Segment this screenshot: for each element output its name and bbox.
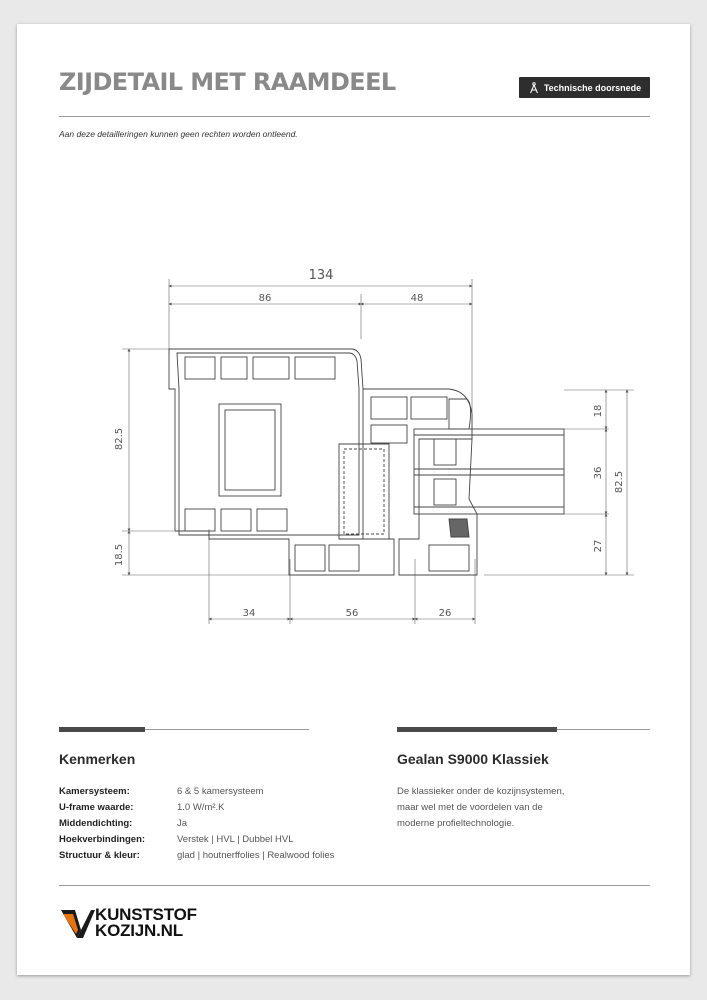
- dimension-lines: [122, 279, 634, 624]
- spacer: [434, 479, 456, 505]
- dim-left-width: 86: [258, 293, 272, 304]
- description-line: maar wel met de voordelen van de: [397, 802, 543, 813]
- product-heading: Gealan S9000 Klassiek: [397, 751, 549, 767]
- spec-row: [59, 832, 334, 848]
- specs-table: [59, 784, 334, 864]
- dim-total-width: 134: [308, 268, 334, 283]
- chamber: [221, 357, 247, 379]
- chamber: [371, 425, 407, 443]
- document-page: [17, 24, 690, 975]
- logo-text-line1: KUNSTSTOF: [95, 905, 197, 924]
- spec-value: glad | houtnerffolies | Realwood folies: [177, 850, 335, 861]
- dim-right-3: 27: [593, 539, 604, 553]
- technical-section-badge: [519, 77, 650, 98]
- spec-row: [59, 784, 334, 800]
- reinforcement: [339, 444, 389, 539]
- dim-bottom-3: 26: [438, 608, 452, 619]
- spec-value: Verstek | HVL | Dubbel HVL: [177, 834, 294, 845]
- chamber: [185, 509, 215, 531]
- dim-left-height: 82.5: [114, 427, 125, 451]
- spec-value: 6 & 5 kamersysteem: [177, 786, 264, 797]
- chamber: [225, 410, 275, 490]
- dim-right-total: 82.5: [614, 470, 625, 494]
- dim-left-bottom: 18.5: [114, 543, 125, 567]
- section-divider-accent: [397, 727, 557, 732]
- chamber: [295, 357, 335, 379]
- spec-row: [59, 816, 334, 832]
- technical-drawing: [89, 239, 649, 624]
- disclaimer: Aan deze detailleringen kunnen geen rechten worden ontleend.: [59, 129, 298, 139]
- badge-label: Technische doorsnede: [543, 82, 642, 93]
- brand-logo: [61, 904, 221, 940]
- chamber: [371, 397, 407, 419]
- chamber: [253, 357, 289, 379]
- chamber: [429, 545, 469, 571]
- spec-row: [59, 848, 334, 864]
- spacer: [434, 439, 456, 465]
- chamber: [185, 357, 215, 379]
- reinforcement: [344, 449, 384, 534]
- chamber: [329, 545, 359, 571]
- spec-label: U-frame waarde:: [59, 802, 134, 813]
- spec-label: Middendichting:: [59, 818, 133, 829]
- spec-value: Ja: [177, 818, 188, 829]
- sash-outer: [363, 389, 477, 575]
- header-divider: [59, 116, 650, 117]
- section-divider-accent: [59, 727, 145, 732]
- logo-text-line2: KOZIJN.NL: [95, 921, 183, 940]
- chamber: [219, 404, 281, 496]
- dim-right-2: 36: [593, 466, 604, 480]
- page-title: ZIJDETAIL MET RAAMDEEL: [59, 68, 396, 96]
- dim-bottom-1: 34: [242, 608, 256, 619]
- dim-bottom-2: 56: [345, 608, 359, 619]
- kenmerken-heading: Kenmerken: [59, 751, 136, 767]
- spec-value: 1.0 W/m².K: [177, 802, 225, 813]
- spec-label: Structuur & kleur:: [59, 850, 140, 861]
- chamber: [221, 509, 251, 531]
- description-line: De klassieker onder de kozijnsystemen,: [397, 786, 565, 797]
- frame-outer: [169, 349, 394, 575]
- chamber: [257, 509, 287, 531]
- frame-inner: [177, 353, 359, 535]
- description-line: moderne profieltechnologie.: [397, 818, 515, 829]
- profile-section: [169, 349, 564, 575]
- logo-icon: [61, 908, 95, 940]
- dimension-labels: [114, 268, 625, 619]
- spec-row: [59, 800, 334, 816]
- gasket: [449, 519, 469, 537]
- spec-label: Hoekverbindingen:: [59, 834, 146, 845]
- compass-icon: [528, 82, 540, 94]
- chamber: [411, 397, 447, 419]
- spec-label: Kamersysteem:: [59, 786, 130, 797]
- footer-divider: [59, 885, 650, 886]
- glazing-bead: [449, 399, 471, 429]
- product-description: [397, 784, 627, 832]
- dim-right-width: 48: [410, 293, 424, 304]
- dim-right-1: 18: [593, 404, 604, 418]
- glass-unit: [414, 429, 564, 514]
- chamber: [295, 545, 325, 571]
